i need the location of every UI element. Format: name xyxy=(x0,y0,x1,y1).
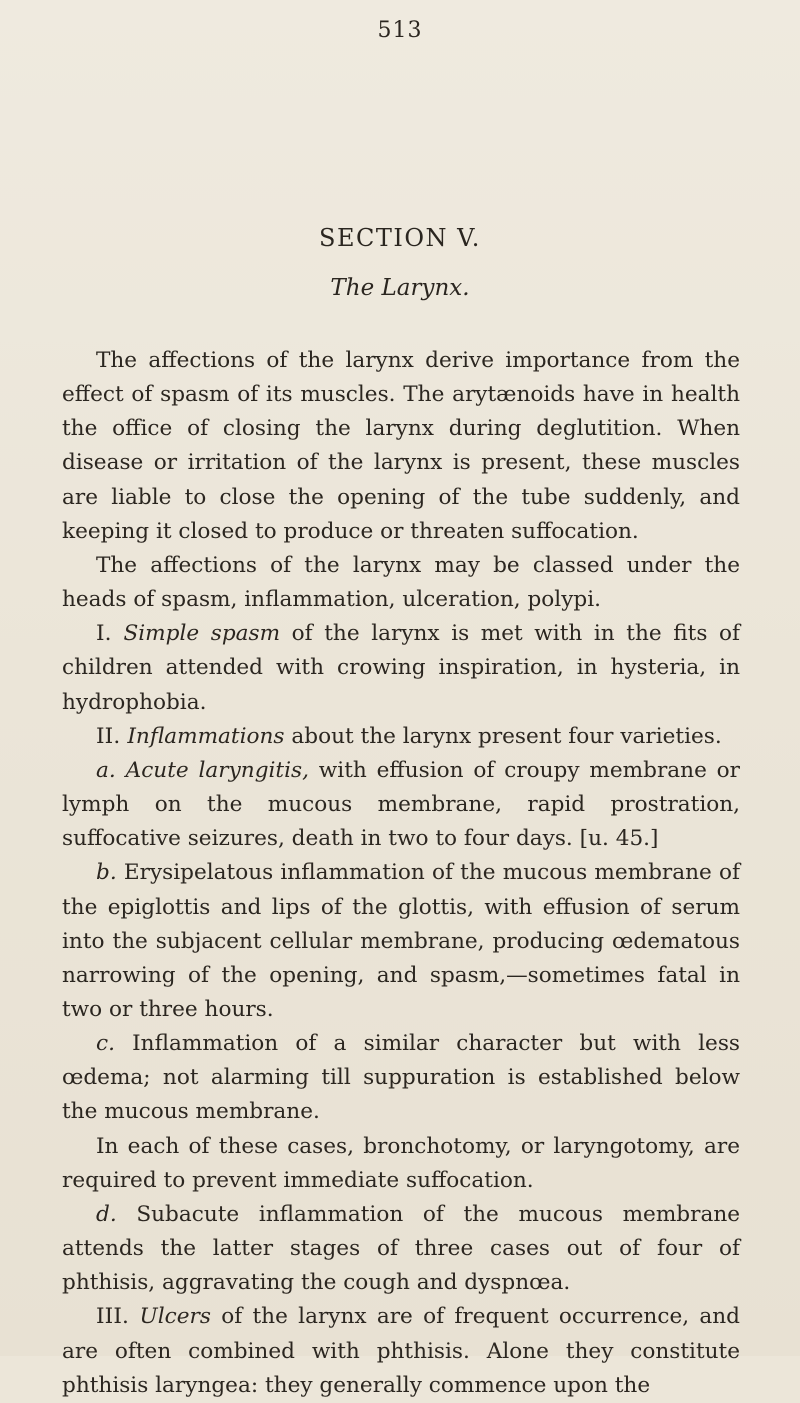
paragraph-lead-italic: Simple spasm xyxy=(123,621,281,647)
paragraph-lead: b. xyxy=(96,860,124,886)
paragraph-lead: III. xyxy=(96,1304,140,1330)
section-subtitle: The Larynx. xyxy=(330,275,470,301)
paragraph xyxy=(62,549,740,617)
body-text xyxy=(62,344,740,1403)
paragraph-lead: a. xyxy=(96,757,126,783)
paragraph xyxy=(62,1130,740,1198)
paragraph xyxy=(62,617,740,719)
paragraph-lead: d. xyxy=(96,1201,137,1227)
paragraph-lead: I. xyxy=(96,621,124,647)
section-heading: SECTION V. xyxy=(319,224,481,252)
paragraph xyxy=(62,720,740,754)
paragraph-text: Subacute inflammation of the mucous membrane attends the latter stages of three cases out of four of phthisis, aggravating the cough and dyspnœa. xyxy=(62,1201,740,1296)
paragraph xyxy=(62,1198,740,1300)
paragraph-lead: II. xyxy=(96,723,128,749)
paragraph xyxy=(62,856,740,1027)
paragraph xyxy=(62,754,740,856)
paragraph-lead: c. xyxy=(96,1031,133,1057)
paragraph-text: about the larynx present four varieties. xyxy=(284,723,722,749)
paragraph-text: of the larynx are of frequent occurrence, and are often combined with phthisis. Alone they constitute phthisis laryngea: they generally commence upon the xyxy=(62,1304,740,1398)
paragraph-lead-italic: Acute laryngitis, xyxy=(125,757,309,783)
paragraph xyxy=(62,1027,740,1129)
paragraph-text: Inflammation of a similar character but with less œdema; not alarming till suppuration is established below the mucous membrane. xyxy=(62,1031,740,1125)
paragraph-text: The affections of the larynx may be classed under the heads of spasm, inflammation, ulceration, polypi. xyxy=(62,552,740,613)
page-number: 513 xyxy=(377,18,423,43)
paragraph-lead-italic: Ulcers xyxy=(139,1304,211,1330)
paragraph xyxy=(62,344,740,549)
paragraph-text: Erysipelatous inflammation of the mucous membrane of the epiglottis and lips of the glottis, with effusion of serum into the subjacent cellular membrane, producing œdematous narrowing of the opening, and spasm,—sometimes fatal in two or three hours. xyxy=(62,860,740,1022)
paragraph xyxy=(62,1300,740,1402)
paragraph-text: of the larynx is met with in the fits of children attended with crowing inspiration, in hysteria, in hydrophobia. xyxy=(62,621,740,715)
paragraph-lead-italic: Inflammations xyxy=(127,723,285,749)
paragraph-text: The affections of the larynx derive importance from the effect of spasm of its muscles. The arytænoids have in health the office of closing the larynx during deglutition. When disease or irritation of the larynx is present, these muscles are liable to close the opening of the tube suddenly, and keeping it closed to produce or threaten suffocation. xyxy=(62,348,740,544)
paragraph-text: In each of these cases, bronchotomy, or laryngotomy, are required to prevent immediate suffocation. xyxy=(62,1133,740,1193)
paragraph-text: with effusion of croupy membrane or lymph on the mucous membrane, rapid prostration, suffocative seizures, death in two to four days. [u. 45.] xyxy=(62,757,741,852)
